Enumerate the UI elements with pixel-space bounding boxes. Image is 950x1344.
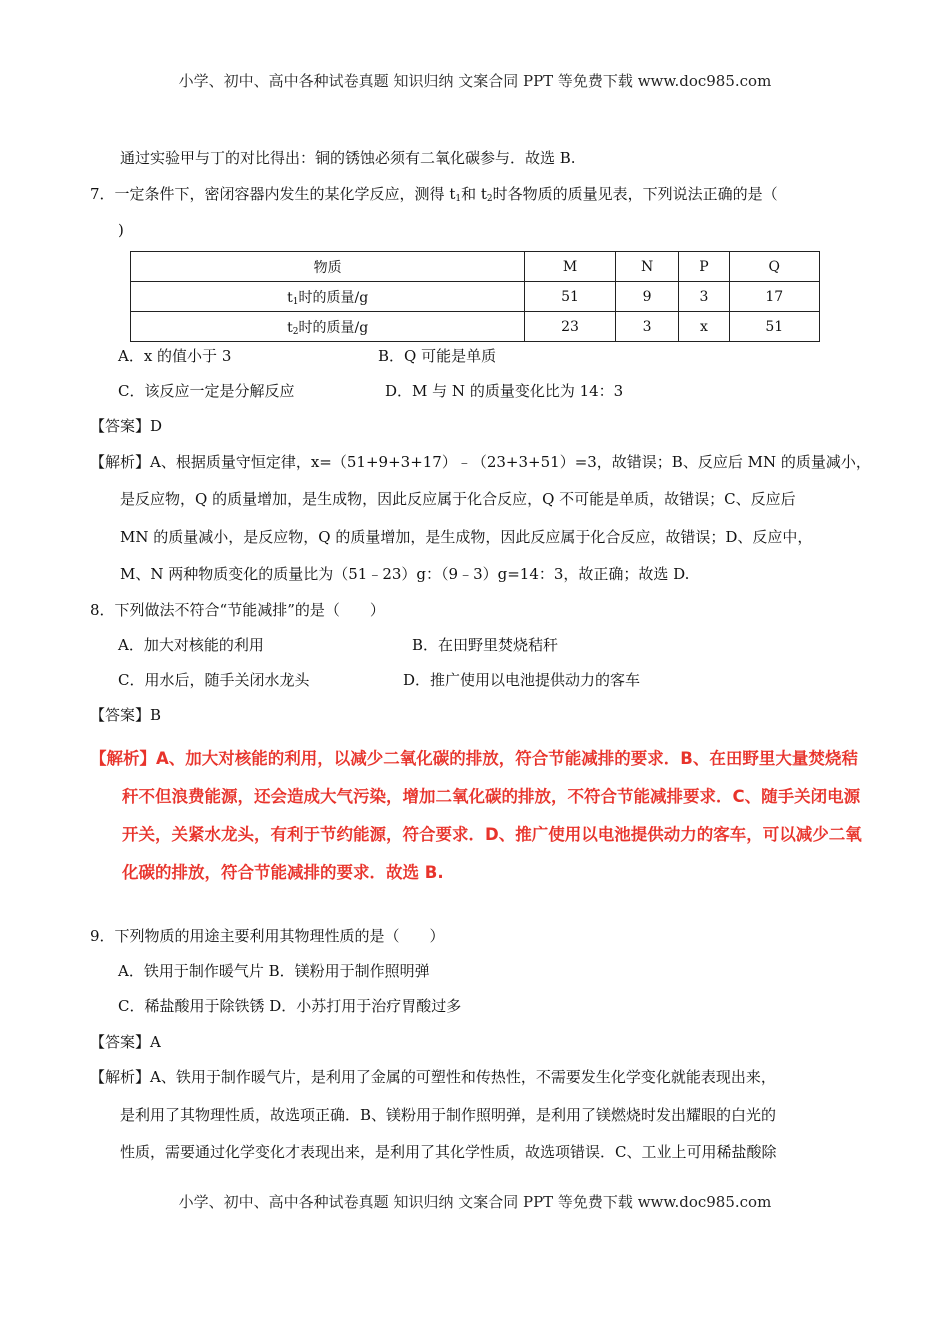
q7-analysis-line-1 — [90, 452, 871, 472]
answer-value: B — [150, 706, 162, 724]
analysis-tag: 【解析】 — [90, 749, 156, 768]
q7-stem-close: ) — [118, 221, 124, 239]
table-row-label — [131, 312, 525, 342]
q8-analysis-line-2: 秆不但浪费能源，还会造成大气污染，增加二氧化碳的排放，不符合节能减排要求．C、随手关闭电源 — [122, 787, 861, 806]
table-cell: 3 — [615, 312, 679, 342]
table-header-cell: 物质 — [131, 252, 525, 282]
answer-value: D — [150, 417, 163, 435]
intro-text: 通过实验甲与丁的对比得出：铜的锈蚀必须有二氧化碳参与．故选 B. — [120, 149, 576, 167]
q7-analysis-line-3: MN 的质量减小，是反应物，Q 的质量增加，是生成物，因此反应属于化合反应，故错误；D、反应中， — [120, 528, 813, 546]
mass-table — [130, 251, 820, 342]
table-cell: 3 — [679, 282, 729, 312]
q9-answer — [90, 1032, 161, 1052]
table-cell: 9 — [615, 282, 679, 312]
q8-answer — [90, 705, 161, 725]
q8-option-a: A．加大对核能的利用 — [118, 636, 264, 654]
q7-analysis-line-4: M、N 两种物质变化的质量比为（51﹣23）g：（9﹣3）g=14：3，故正确；故选 D. — [120, 565, 690, 583]
q7-analysis-line-2: 是反应物，Q 的质量增加，是生成物，因此反应属于化合反应，Q 不可能是单质，故错误；C、反应后 — [120, 490, 796, 508]
row-label-a: t — [287, 289, 293, 306]
q7-stem — [90, 184, 778, 209]
q7-stem-part-c: 时各物质的质量见表，下列说法正确的是（ — [492, 185, 778, 203]
table-cell: x — [679, 312, 729, 342]
answer-value: A — [150, 1033, 161, 1051]
q9-stem: 9．下列物质的用途主要利用其物理性质的是（ ） — [90, 927, 445, 945]
row-label-sub: 2 — [292, 326, 299, 337]
answer-tag: 【答案】 — [90, 706, 151, 724]
q8-option-c: C．用水后，随手关闭水龙头 — [118, 671, 310, 689]
table-header-cell: Q — [729, 252, 820, 282]
row-label-a: t — [287, 319, 293, 336]
q9-analysis-line-3: 性质，需要通过化学变化才表现出来，是利用了其化学性质，故选项错误．C、工业上可用稀盐酸除 — [120, 1143, 777, 1161]
answer-tag: 【答案】 — [90, 1033, 151, 1051]
table-row-label — [131, 282, 525, 312]
q8-option-b: B．在田野里焚烧秸秆 — [412, 636, 559, 654]
q8-analysis-line-4: 化碳的排放，符合节能减排的要求．故选 B. — [122, 863, 444, 882]
q9-options-line-2: C．稀盐酸用于除铁锈 D．小苏打用于治疗胃酸过多 — [118, 997, 462, 1015]
analysis-text: A、铁用于制作暖气片，是利用了金属的可塑性和传热性，不需要发生化学变化就能表现出来， — [150, 1068, 776, 1086]
answer-tag: 【答案】 — [90, 417, 151, 435]
table-header-cell: N — [615, 252, 679, 282]
q8-analysis-line-1 — [90, 749, 858, 769]
q7-stem-sub2: 2 — [486, 194, 493, 204]
table-header-cell: P — [679, 252, 729, 282]
q9-options-line-1: A．铁用于制作暖气片 B．镁粉用于制作照明弹 — [118, 962, 430, 980]
table-header-cell: M — [525, 252, 615, 282]
q9-analysis-line-1 — [90, 1067, 776, 1087]
row-label-sub: 1 — [292, 296, 299, 307]
table-cell: 17 — [729, 282, 820, 312]
analysis-tag: 【解析】 — [90, 453, 151, 471]
analysis-tag: 【解析】 — [90, 1068, 151, 1086]
q7-option-b: B．Q 可能是单质 — [378, 347, 497, 365]
q8-stem: 8．下列做法不符合“节能减排”的是（ ） — [90, 601, 385, 619]
q8-option-d: D．推广使用以电池提供动力的客车 — [403, 671, 641, 689]
row-label-b: 时的质量/g — [298, 319, 369, 336]
table-cell: 23 — [525, 312, 615, 342]
q7-answer — [90, 416, 162, 436]
row-label-b: 时的质量/g — [298, 289, 369, 306]
table-header-row — [131, 252, 820, 282]
table-cell: 51 — [729, 312, 820, 342]
table-row — [131, 282, 820, 312]
analysis-text: A、根据质量守恒定律，x=（51+9+3+17）﹣（23+3+51）=3，故错误；B、反应后 MN 的质量减小， — [150, 453, 871, 471]
q7-stem-sub1: 1 — [455, 194, 462, 204]
q7-stem-part-b: 和 t — [461, 185, 487, 203]
q7-option-c: C．该反应一定是分解反应 — [118, 382, 295, 400]
q9-analysis-line-2: 是利用了其物理性质，故选项正确．B、镁粉用于制作照明弹，是利用了镁燃烧时发出耀眼的白光的 — [120, 1106, 777, 1124]
table-row — [131, 312, 820, 342]
page-header: 小学、初中、高中各种试卷真题 知识归纳 文案合同 PPT 等免费下载 www.doc985.com — [178, 72, 772, 90]
table-cell: 51 — [525, 282, 615, 312]
q8-analysis-line-3: 开关，关紧水龙头，有利于节约能源，符合要求．D、推广使用以电池提供动力的客车，可以减少二氧 — [122, 825, 862, 844]
q7-option-d: D．M 与 N 的质量变化比为 14：3 — [385, 382, 624, 400]
page-footer: 小学、初中、高中各种试卷真题 知识归纳 文案合同 PPT 等免费下载 www.doc985.com — [178, 1193, 772, 1211]
q7-option-a: A．x 的值小于 3 — [118, 347, 232, 365]
q7-stem-part-a: 7．一定条件下，密闭容器内发生的某化学反应，测得 t — [90, 185, 456, 203]
analysis-text: A、加大对核能的利用，以减少二氧化碳的排放，符合节能减排的要求．B、在田野里大量焚烧秸 — [156, 749, 858, 768]
